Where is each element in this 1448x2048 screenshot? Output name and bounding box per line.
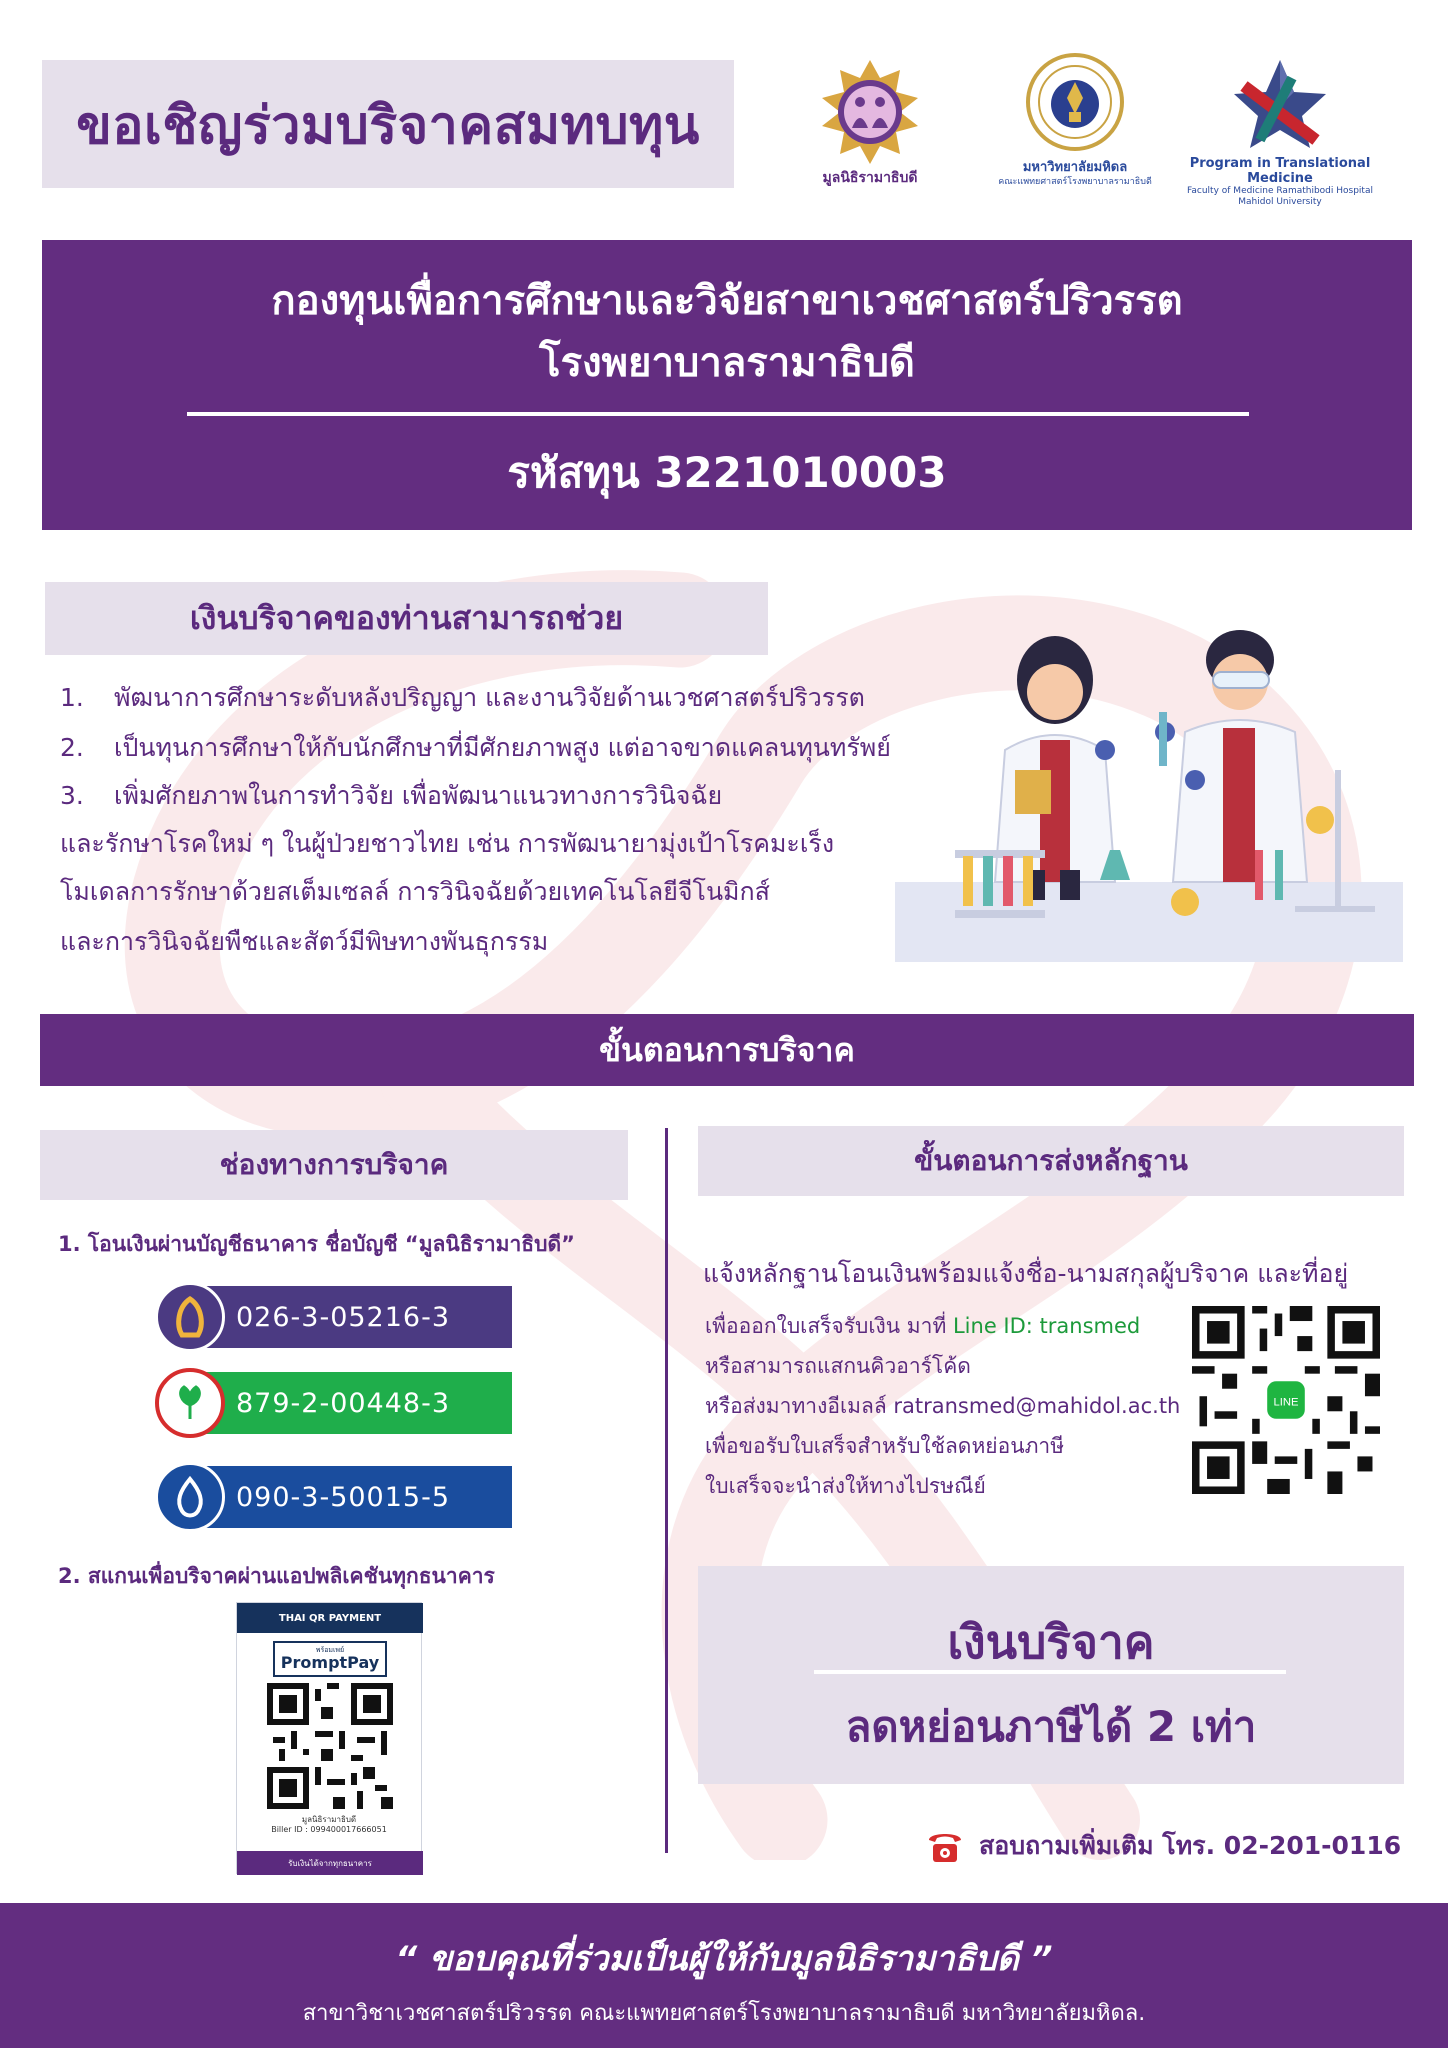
mahidol-university-logo — [985, 52, 1165, 188]
mahidol-subcaption: คณะแพทยศาสตร์โรงพยาบาลรามาธิบดี — [998, 177, 1152, 187]
line-badge-icon: LINE — [1273, 1396, 1299, 1409]
kasikorn-bank-icon — [155, 1368, 225, 1438]
proof-line-receipt: เพื่อขอรับใบเสร็จสำหรับใช้ลดหย่อนภาษี — [705, 1434, 1065, 1458]
help-continuation-2: โมเดลการรักษาด้วยสเต็มเซลล์ การวินิจฉัยด้วยเทคโนโลยีจีโนมิกส์ — [60, 877, 770, 906]
help-item-number: 3. — [60, 781, 84, 810]
proof-steps-header — [698, 1126, 1404, 1196]
bank-transfer-heading: 1. โอนเงินผ่านบัญชีธนาคาร ชื่อบัญชี “มูลนิธิรามาธิบดี” — [58, 1232, 575, 1256]
translational-medicine-star-icon — [1230, 56, 1330, 152]
fund-banner — [42, 240, 1412, 530]
donation-steps-banner — [40, 1014, 1414, 1086]
help-item-number: 2. — [60, 733, 84, 762]
promptpay-qr-card[interactable] — [236, 1602, 422, 1874]
qr-footer — [237, 1851, 423, 1875]
page-title: ขอเชิญร่วมบริจาคสมทบทุน — [76, 95, 700, 156]
fund-divider — [187, 412, 1249, 416]
help-continuation-3: และการวินิจฉัยพืชและสัตว์มีพิษทางพันธุกรรม — [60, 927, 549, 956]
proof-instruction: แจ้งหลักฐานโอนเงินพร้อมแจ้งชื่อ-นามสกุลผู้บริจาค และที่อยู่ — [703, 1259, 1349, 1288]
ramathibodi-foundation-logo — [805, 58, 935, 187]
help-heading: เงินบริจาคของท่านสามารถช่วย — [189, 599, 624, 637]
proof-line-scan: หรือสามารถแสกนคิวอาร์โค้ด — [705, 1354, 971, 1378]
help-heading-box — [45, 582, 768, 655]
donation-channels-title: ช่องทางการบริจาค — [219, 1148, 449, 1181]
contact-line[interactable] — [925, 1826, 1401, 1866]
promptpay-thai: พร้อมเพย์ — [315, 1645, 345, 1654]
contact-phone: สอบถามเพิ่มเติม โทร. 02-201-0116 — [979, 1831, 1402, 1860]
column-divider — [665, 1128, 668, 1853]
mahidol-caption: มหาวิทยาลัยมหิดล — [1022, 160, 1128, 175]
account-scb-bar[interactable] — [200, 1286, 512, 1348]
line-qr-code[interactable] — [1192, 1306, 1380, 1494]
fund-code: รหัสทุน 3221010003 — [507, 448, 947, 497]
qr-scan-heading: 2. สแกนเพื่อบริจาคผ่านแอปพลิเคชันทุกธนาคาร — [58, 1564, 495, 1588]
foundation-caption: มูลนิธิรามาธิบดี — [822, 170, 918, 186]
promptpay-logo — [273, 1641, 387, 1677]
mahidol-university-seal-icon — [1025, 52, 1125, 152]
scb-bank-icon — [155, 1282, 225, 1352]
help-continuation-1: และรักษาโรคใหม่ ๆ ในผู้ป่วยชาวไทย เช่น การพัฒนายามุ่งเป้าโรคมะเร็ง — [60, 829, 835, 858]
translational-medicine-logo — [1170, 56, 1390, 209]
donation-steps-title: ขั้นตอนการบริจาค — [599, 1030, 855, 1069]
translational-sub1: Faculty of Medicine Ramathibodi Hospital — [1187, 186, 1373, 196]
footer — [0, 1903, 1448, 2048]
translational-sub2: Mahidol University — [1238, 197, 1322, 208]
account-bangkok-bank-bar[interactable] — [200, 1466, 512, 1528]
account-kasikorn-bar[interactable] — [200, 1372, 512, 1434]
help-item-2 — [60, 728, 891, 768]
fund-name-line2: โรงพยาบาลรามาธิบดี — [539, 340, 915, 386]
tax-title: เงินบริจาค — [947, 1615, 1155, 1669]
donation-channels-header — [40, 1130, 628, 1200]
proof-steps-title: ขั้นตอนการส่งหลักฐาน — [914, 1144, 1188, 1177]
help-item-number: 1. — [60, 683, 84, 712]
account-number: 090-3-50015-5 — [236, 1481, 451, 1513]
thai-qr-label: THAI QR PAYMENT — [278, 1612, 382, 1624]
round-flask-shape — [1171, 888, 1199, 916]
help-item-1 — [60, 678, 865, 718]
help-item-text: พัฒนาการศึกษาระดับหลังปริญญา และงานวิจัยด้านเวชศาสตร์ปริวรรต — [114, 683, 865, 712]
translational-caption: Program in Translational Medicine — [1189, 156, 1371, 186]
line-id-link[interactable]: Line ID: transmed — [952, 1314, 1141, 1338]
thai-qr-header — [237, 1603, 423, 1633]
help-item-3 — [60, 776, 722, 816]
tax-deduction-box — [698, 1566, 1404, 1784]
page-title-box — [42, 60, 734, 188]
scientists-illustration — [895, 620, 1403, 962]
fund-name-line1: กองทุนเพื่อการศึกษาและวิจัยสาขาเวชศาสตร์ปริวรรต — [271, 278, 1183, 324]
help-item-text: เป็นทุนการศึกษาให้กับนักศึกษาที่มีศักยภาพสูง แต่อาจขาดแคลนทุนทรัพย์ — [114, 733, 891, 762]
proof-line-line-id — [705, 1310, 1140, 1343]
account-number: 879-2-00448-3 — [236, 1387, 451, 1419]
footer-subtitle: สาขาวิชาเวชศาสตร์ปริวรรต คณะแพทยศาสตร์โรงพยาบาลรามาธิบดี มหาวิทยาลัยมหิดล. — [302, 2001, 1146, 2026]
proof-line-email: หรือส่งมาทางอีเมลล์ ratransmed@mahidol.ac.th — [705, 1394, 1181, 1418]
tax-subtitle: ลดหย่อนภาษีได้ 2 เท่า — [845, 1702, 1257, 1751]
promptpay-brand: PromptPay — [280, 1652, 380, 1672]
qr-account-name: มูลนิธิรามาธิบดี — [301, 1815, 357, 1824]
account-number: 026-3-05216-3 — [236, 1301, 451, 1333]
bangkok-bank-icon — [155, 1462, 225, 1532]
proof-line1-text: เพื่อออกใบเสร็จรับเงิน มาที่ — [705, 1314, 953, 1338]
scientist-man-figure — [1155, 630, 1307, 882]
proof-line-mail: ใบเสร็จจะนำส่งให้ทางไปรษณีย์ — [705, 1474, 986, 1498]
help-item-text: เพิ่มศักยภาพในการทำวิจัย เพื่อพัฒนาแนวทางการวินิจฉัย — [114, 781, 723, 810]
telephone-icon — [925, 1826, 965, 1866]
tax-divider — [814, 1670, 1286, 1674]
footer-quote: “ ขอบคุณที่ร่วมเป็นผู้ให้กับมูลนิธิรามาธิบดี ” — [395, 1939, 1053, 1979]
ramathibodi-foundation-seal-icon — [820, 58, 920, 166]
qr-biller-id: Biller ID : 099400017666051 — [271, 1825, 387, 1834]
qr-footer-text: รับเงินได้จากทุกธนาคาร — [288, 1858, 372, 1868]
promptpay-qr-code — [267, 1683, 393, 1809]
